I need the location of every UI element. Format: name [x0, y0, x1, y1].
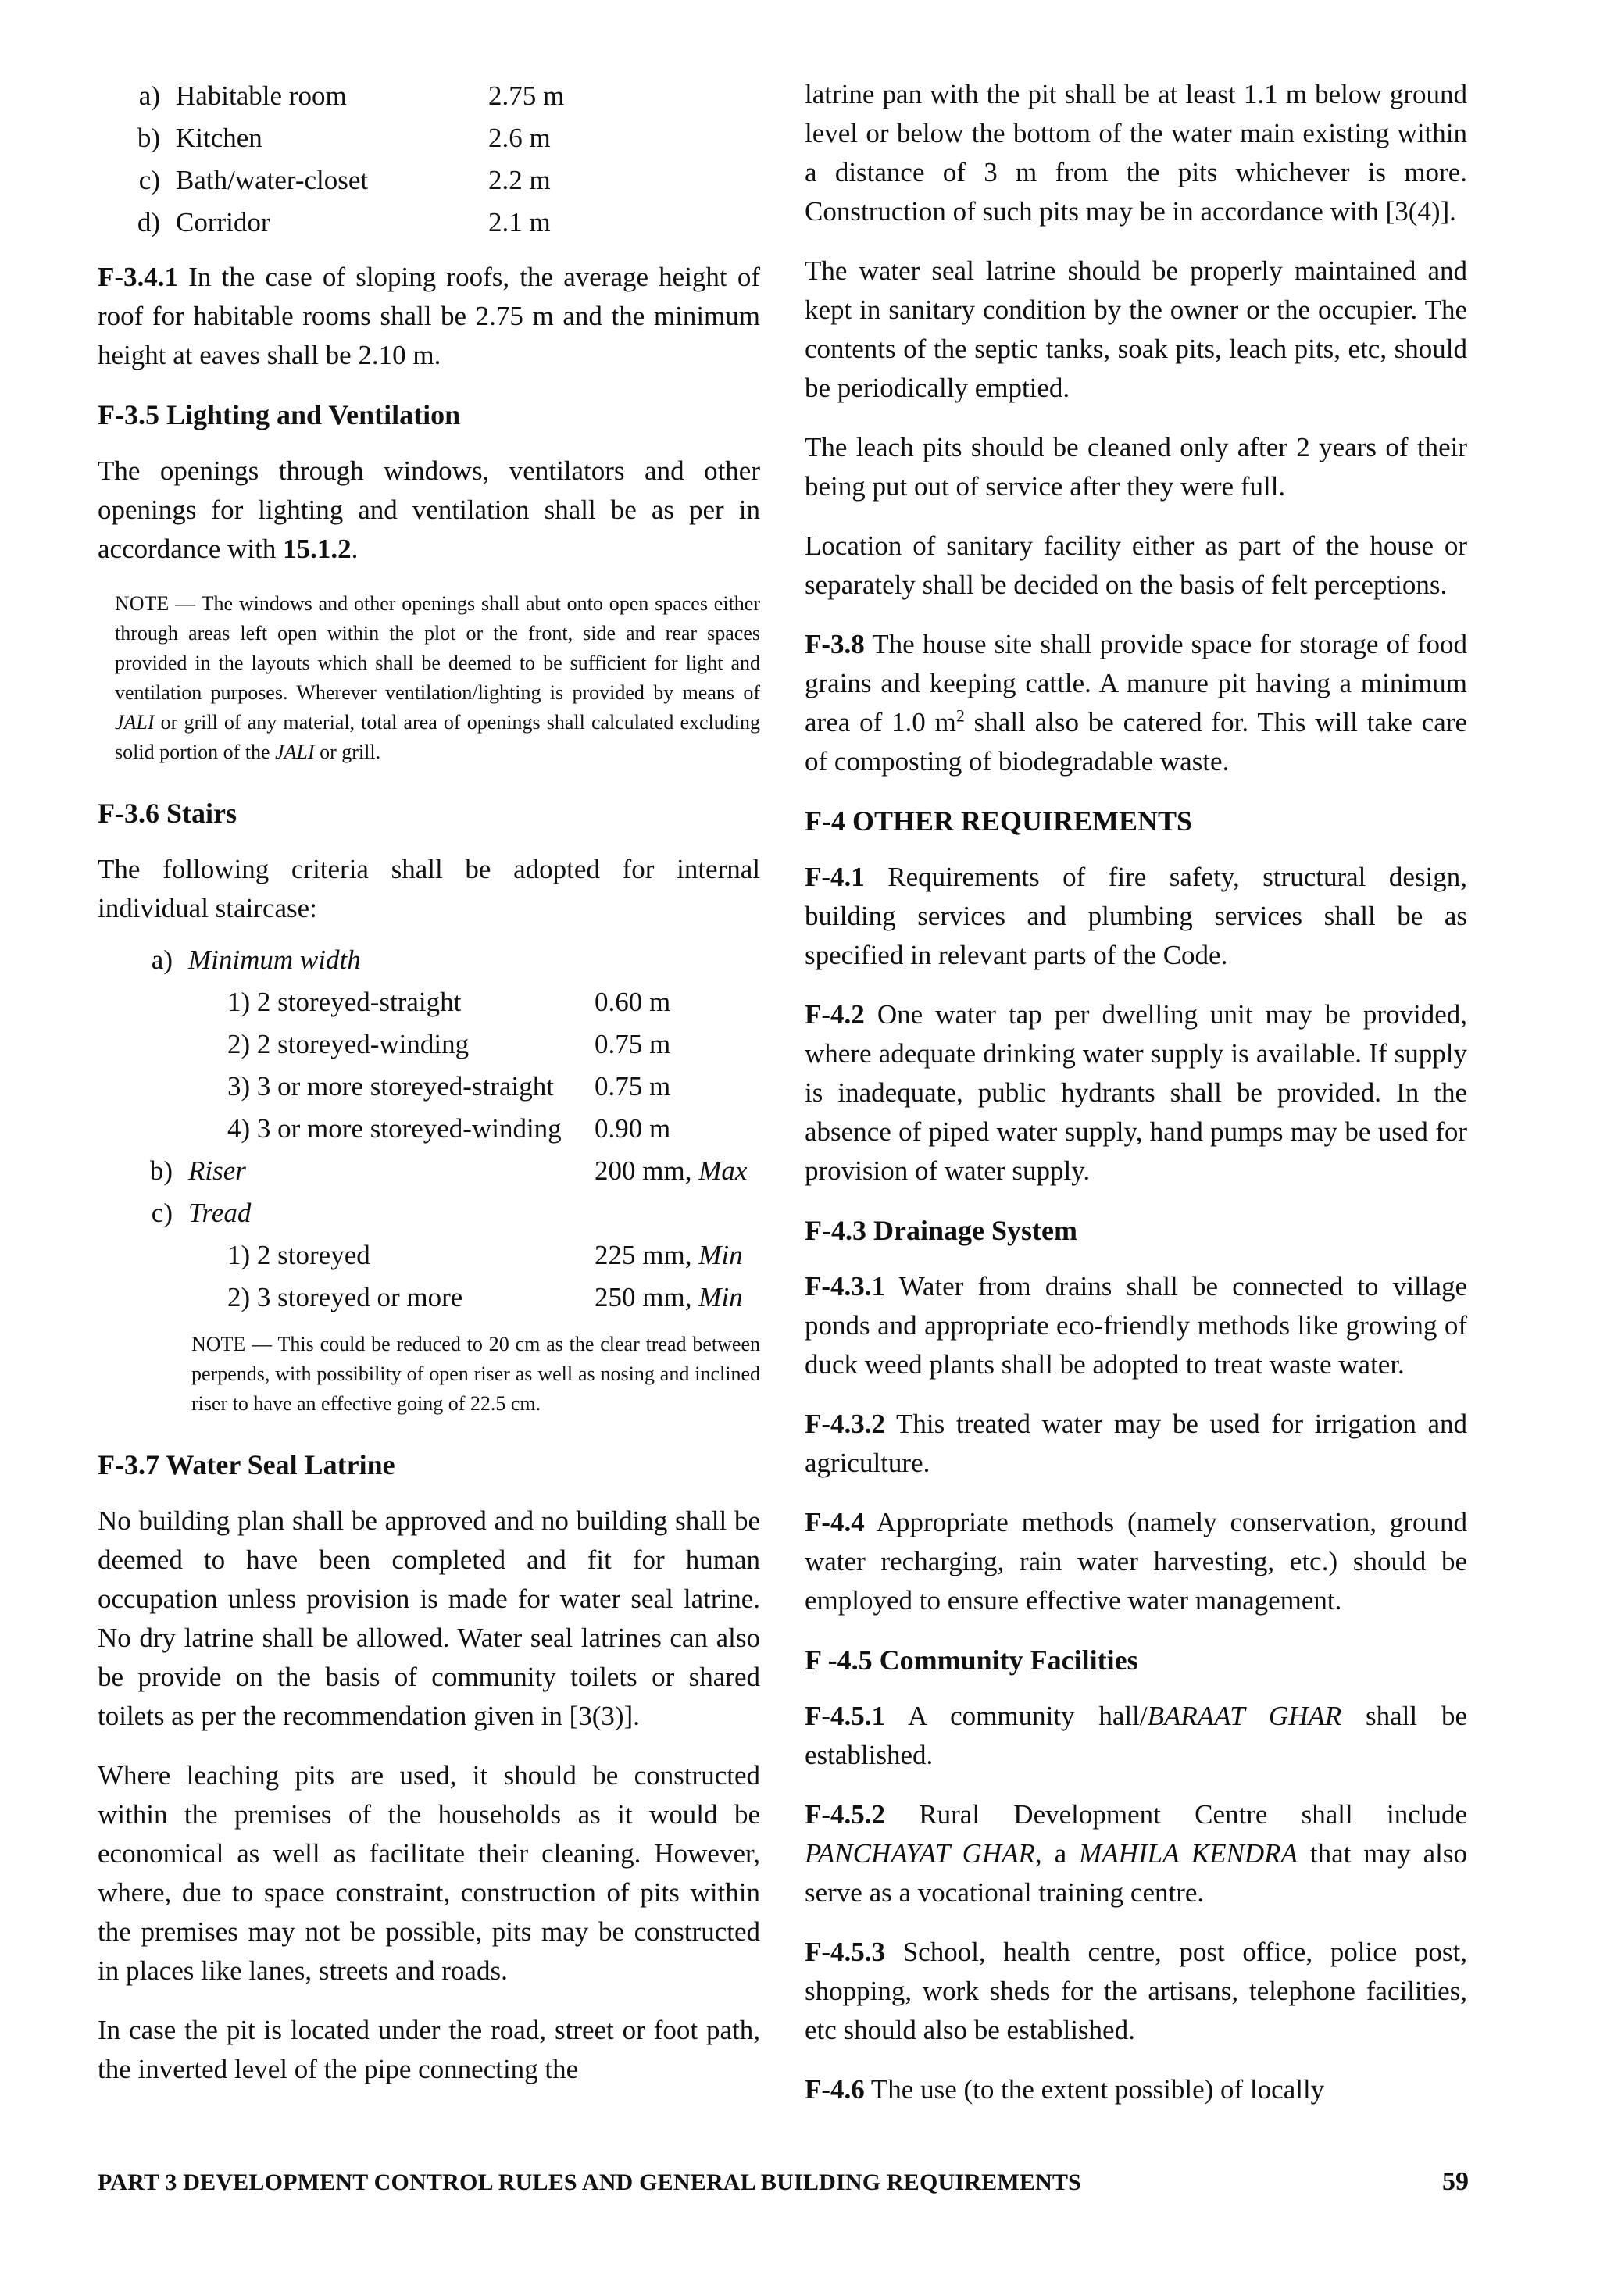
paragraph-f37-5: The leach pits should be cleaned only after 2 years of their being put out of service after they were full.	[805, 432, 1467, 502]
clause-f42: F-4.2 One water tap per dwelling unit may be provided, where adequate drinking water supply is available. If supply is inadequate, public hydrants shall be provided. In the absence of piped water supply, hand pumps may be used for provision of water supply.	[805, 999, 1468, 1186]
paragraph-f35: The openings through windows, ventilators and other openings for lighting and ventilation shall be as per in accordance with 15.1.2.	[98, 455, 760, 564]
list-item: 2) 3 storeyed or more 250 mm, Min	[227, 1282, 743, 1312]
paragraph-f37-4: The water seal latrine should be properly maintained and kept in sanitary condition by the owner or the occupier. The contents of the septic tanks, soak pits, leach pits, etc, should be periodically emptied.	[805, 255, 1467, 403]
paragraph-f37-2: Where leaching pits are used, it should be constructed within the premises of the households as it would be economical as well as facilitate their cleaning. However, where, due to space constraint, construction of pits within the premises may not be possible, pits may be constructed in places like lanes, streets and roads.	[98, 1760, 760, 1986]
clause-f432: F-4.3.2 This treated water may be used for irrigation and agriculture.	[805, 1409, 1467, 1478]
heading-f43: F-4.3 Drainage System	[805, 1215, 1077, 1246]
clause-f431: F-4.3.1 Water from drains shall be connected to village ponds and appropriate eco-friendly methods like growing of duck weed plants shall be adopted to treat waste water.	[805, 1271, 1467, 1380]
paragraph-f37-6: Location of sanitary facility either as part of the house or separately shall be decided on the basis of felt perceptions.	[805, 530, 1467, 600]
heading-f36: F-3.6 Stairs	[98, 798, 237, 829]
page-footer	[98, 2167, 1469, 2197]
stair-criteria-list	[134, 939, 759, 1319]
clause-f451: F-4.5.1 A community hall/BARAAT GHAR shall be established.	[805, 1701, 1467, 1770]
note-f35: NOTE — The windows and other openings shall abut onto open spaces either through areas left open within the plot or the front, side and rear spaces provided in the layouts which shall be deemed to be sufficient for light and ventilation purposes. Wherever ventilation/lighting is provided by means of JALI or grill of any material, total area of openings shall calculated excluding solid portion of the JALI or grill.	[115, 592, 760, 763]
paragraph-f37-3: In case the pit is located under the road, street or foot path, the inverted level of the pipe connecting the	[98, 2015, 760, 2084]
left-column	[98, 75, 760, 2109]
page-number: 59	[1442, 2167, 1469, 2196]
clause-f46: F-4.6 The use (to the extent possible) of locally	[805, 2074, 1325, 2105]
room-height-list	[121, 75, 605, 244]
paragraph-f37-1: No building plan shall be approved and no building shall be deemed to have been completed and fit for human occupation unless provision is made for water seal latrine. No dry latrine shall be allowed. Water seal latrines can also be provide on the basis of community toilets or shared toilets as per the recommendation given in [3(3)].	[98, 1505, 760, 1731]
list-item: b) Kitchen 2.6 m	[137, 123, 551, 153]
clause-f38: F-3.8 The house site shall provide space for storage of food grains and keeping cattle. A manure pit having a minimum area of 1.0 $m^2$ shall also be catered for. This will take care of composting of biodegradable waste.	[805, 629, 1467, 777]
list-item: a) Minimum width	[151, 944, 361, 975]
clause-f453: F-4.5.3 School, health centre, post office, police post, shopping, work sheds for the artisans, telephone facilities, etc should also be established.	[805, 1937, 1468, 2045]
heading-f35: F-3.5 Lighting and Ventilation	[98, 399, 461, 430]
heading-f37: F-3.7 Water Seal Latrine	[98, 1449, 395, 1480]
list-item: b) Riser 200 mm, Max	[149, 1155, 748, 1186]
heading-f45: F -4.5 Community Facilities	[805, 1644, 1138, 1676]
list-item: 4) 3 or more storeyed-winding 0.90 m	[227, 1113, 671, 1144]
list-item: a) Habitable room 2.75 m	[138, 80, 565, 111]
paragraph-f36: The following criteria shall be adopted for internal individual staircase:	[98, 854, 760, 923]
list-item: 3) 3 or more storeyed-straight 0.75 m	[227, 1071, 671, 1102]
clause-f341: F-3.4.1 In the case of sloping roofs, the average height of roof for habitable rooms shall be 2.75 m and the minimum height at eaves shall be 2.10 m.	[98, 262, 760, 370]
list-item: 2) 2 storeyed-winding 0.75 m	[227, 1029, 671, 1059]
note-f36: NOTE — This could be reduced to 20 cm as the clear tread between perpends, with possibility of open riser as well as nosing and inclined riser to have an effective going of 22.5 cm.	[191, 1333, 760, 1415]
clause-f44: F-4.4 Appropriate methods (namely conservation, ground water recharging, rain water harvesting, etc.) should be employed to ensure effective water management.	[805, 1507, 1467, 1616]
list-item: c) Bath/water-closet 2.2 m	[138, 165, 551, 195]
list-item: c) Tread	[151, 1198, 252, 1228]
heading-f4: F-4 OTHER REQUIREMENTS	[805, 805, 1193, 837]
clause-f452: F-4.5.2 Rural Development Centre shall include PANCHAYAT GHAR, a MAHILA KENDRA that may also serve as a vocational training centre.	[805, 1799, 1467, 1908]
paragraph-f37-3-cont: latrine pan with the pit shall be at least 1.1 m below ground level or below the bottom of the water main existing within a distance of 3 m from the pits whichever is more. Construction of such pits may be in accordance with [3(4)].	[805, 79, 1467, 227]
list-item: 1) 2 storeyed-straight 0.60 m	[227, 987, 671, 1017]
clause-f41: F-4.1 Requirements of fire safety, structural design, building services and plumbing services shall be as specified in relevant parts of the Code.	[805, 862, 1467, 970]
list-item: d) Corridor 2.1 m	[137, 207, 551, 237]
right-column	[805, 75, 1467, 2130]
footer-title: PART 3 DEVELOPMENT CONTROL RULES AND GENERAL BUILDING REQUIREMENTS	[98, 2169, 1082, 2195]
list-item: 1) 2 storeyed 225 mm, Min	[227, 1240, 743, 1270]
